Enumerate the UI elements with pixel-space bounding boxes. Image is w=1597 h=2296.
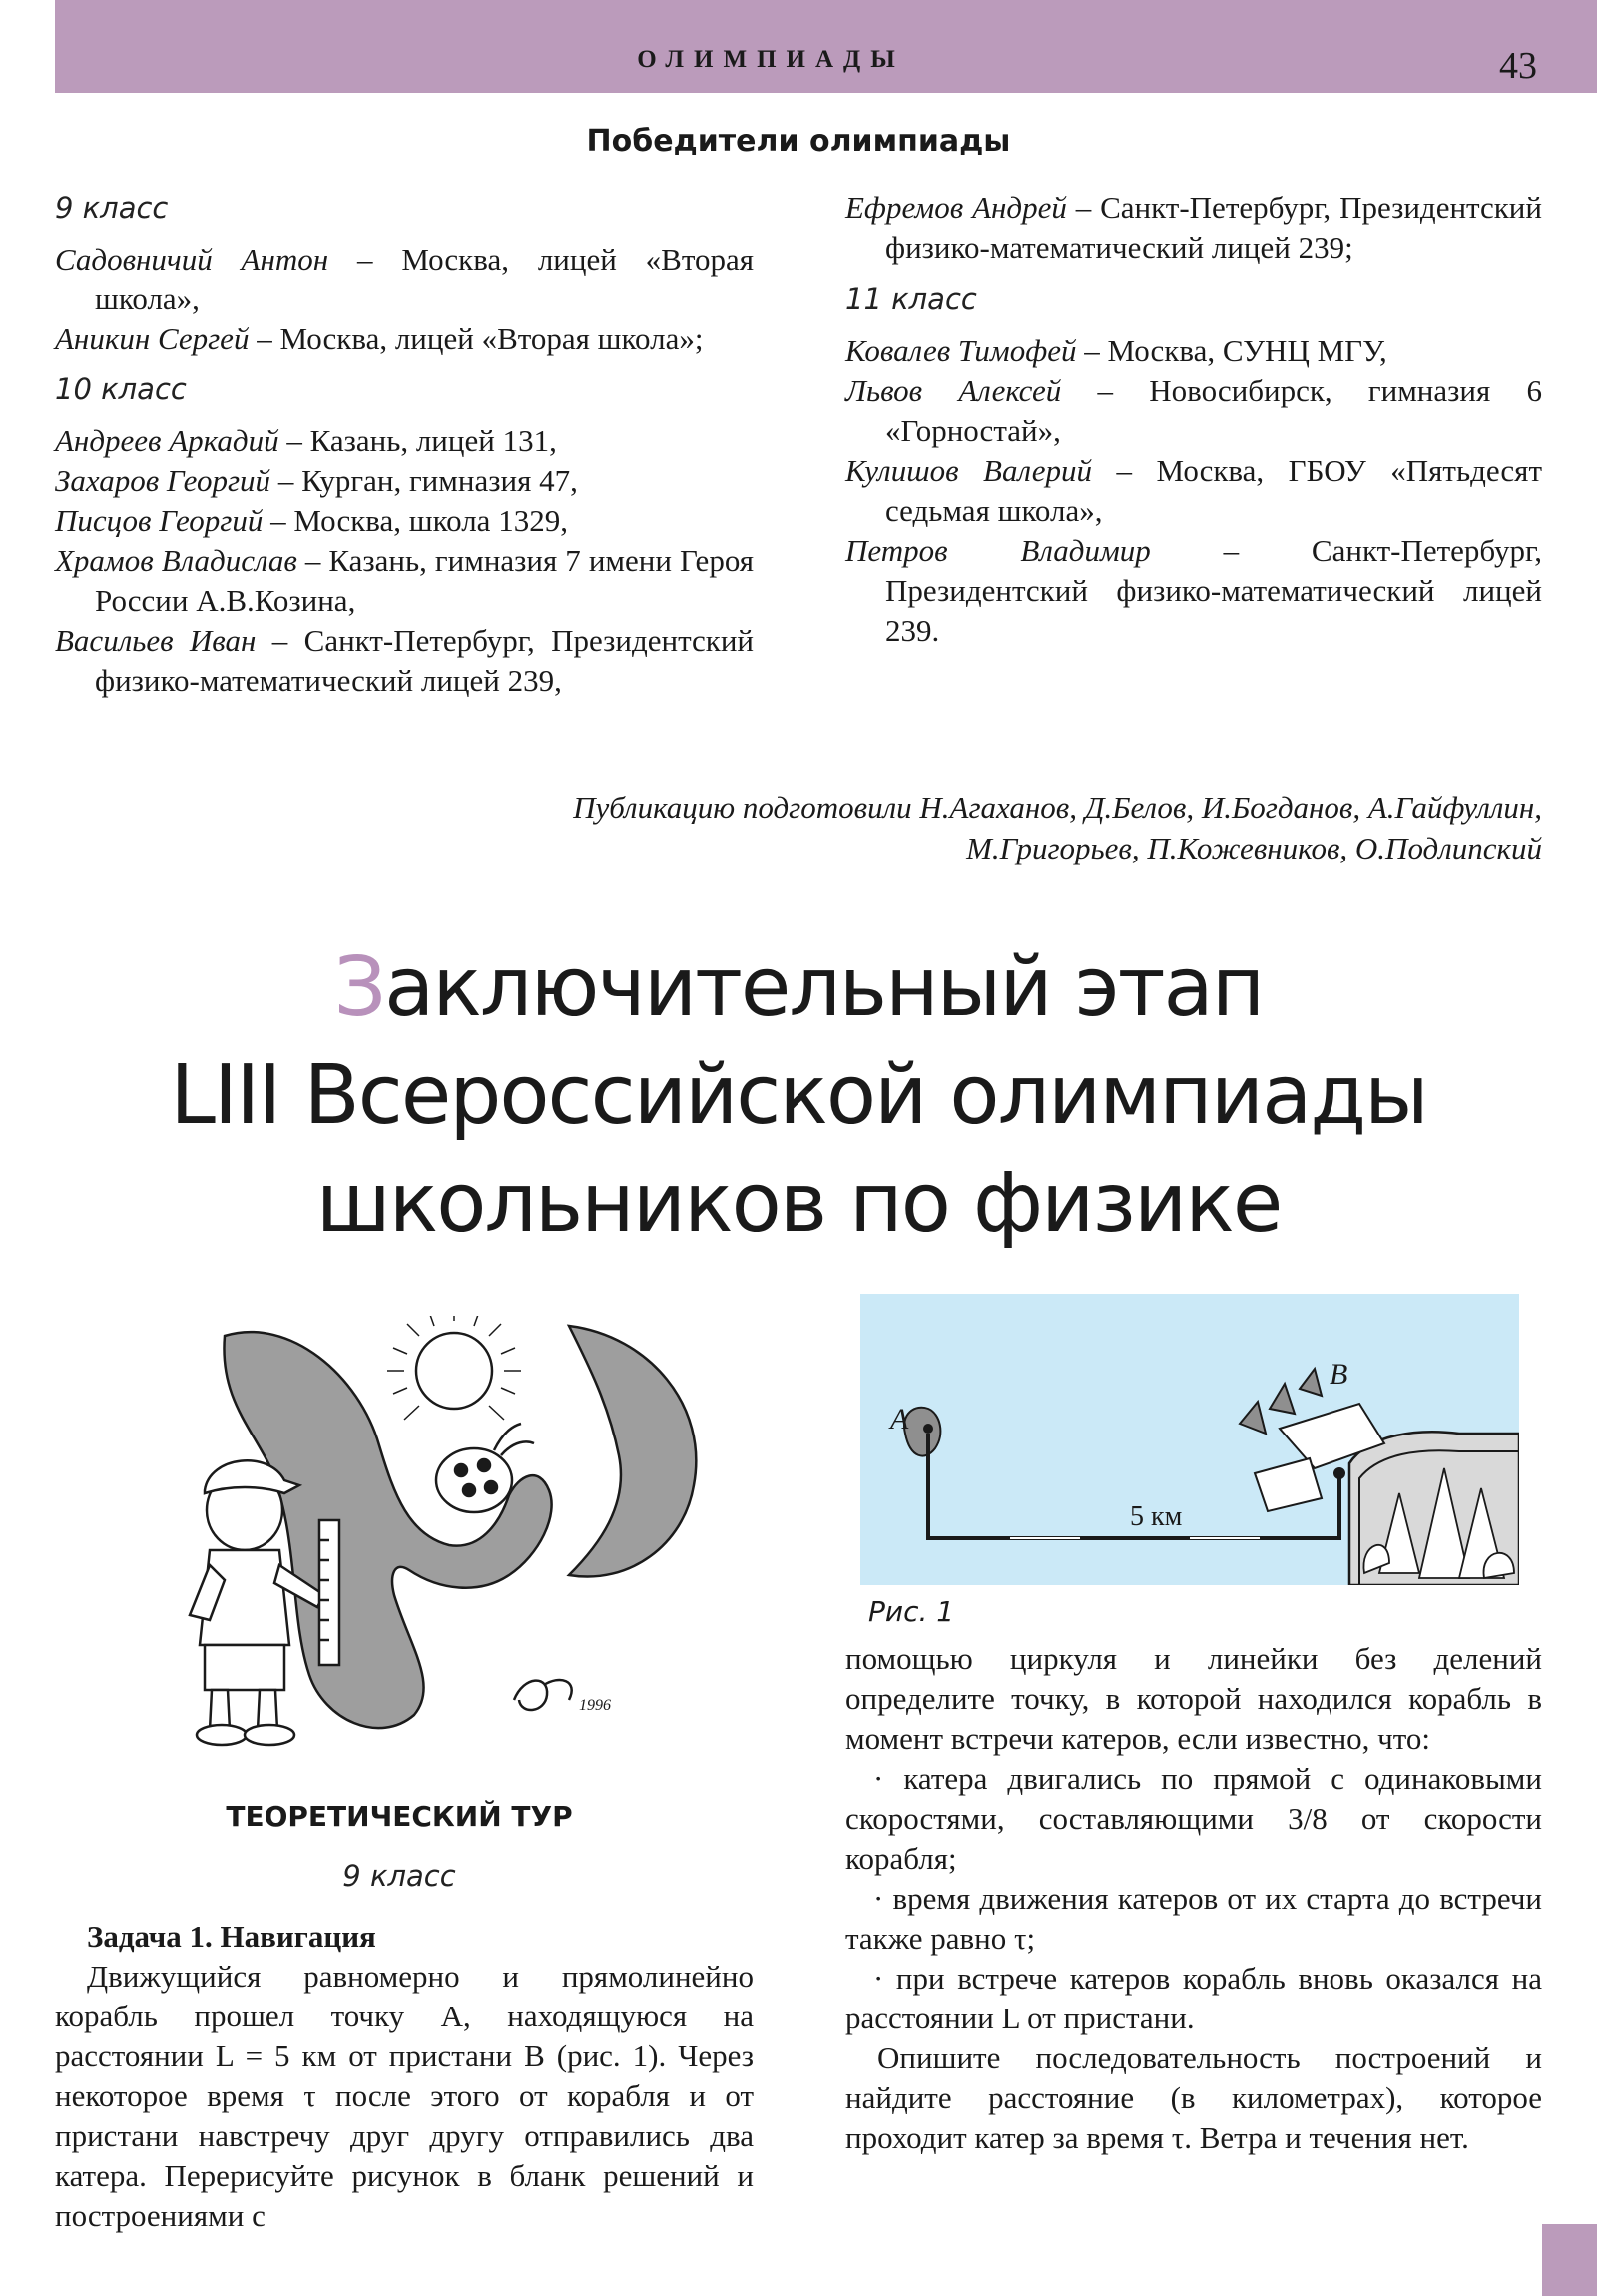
credits-line-1: Публикацию подготовили Н.Агаханов, Д.Белов, И.Богданов, А.Гайфуллин, <box>573 790 1542 825</box>
winner-name: Кулишов Валерий <box>845 453 1093 488</box>
winner-name: Львов Алексей <box>845 373 1062 408</box>
title-line-2: LIII Всероссийской олимпиады <box>170 1048 1427 1143</box>
label-a: A <box>890 1403 909 1435</box>
winners-title: Победители олимпиады <box>586 124 1011 159</box>
task-1-paragraph-3: Опишите последовательность построений и найдите расстояние (в километрах), которое проходит катер за время τ. Ветра и течения нет. <box>845 2040 1542 2155</box>
ruler-icon <box>319 1520 339 1665</box>
grade-9-label: 9 класс <box>55 191 169 225</box>
olympiad-illustration <box>150 1316 779 1755</box>
winner-name: Петров Владимир <box>845 533 1151 568</box>
grade-11-label: 11 класс <box>845 283 977 316</box>
label-b: B <box>1330 1358 1348 1391</box>
winner-name: Аникин Сергей <box>55 321 250 356</box>
winner-entry: Андреев Аркадий – Казань, лицей 131, <box>55 423 557 458</box>
winner-entry: Кулишов Валерий – Москва, ГБОУ «Пятьдесят седьмая школа», <box>845 453 1542 528</box>
winner-name: Андреев Аркадий <box>55 423 279 458</box>
winner-name: Васильев Иван <box>55 623 257 658</box>
island-a <box>904 1408 940 1456</box>
winner-name: Садовничий Антон <box>55 242 329 277</box>
winner-entry: Писцов Георгий – Москва, школа 1329, <box>55 503 568 538</box>
task-1-right <box>845 1639 1542 2158</box>
winner-entry: Захаров Георгий – Курган, гимназия 47, <box>55 463 578 498</box>
winner-name: Ефремов Андрей <box>845 190 1067 225</box>
task-1-bullet-3: · при встрече катеров корабль вновь оказался на расстоянии L от пристани. <box>845 1961 1542 2035</box>
task-1-bullet-2: · время движения катеров от их старта до встречи также равно τ; <box>845 1881 1542 1956</box>
winner-entry: Садовничий Антон – Москва, лицей «Вторая школа», <box>55 242 754 316</box>
theory-title: ТЕОРЕТИЧЕСКИЙ ТУР <box>226 1800 573 1833</box>
task-1-left <box>55 1917 754 2236</box>
winners-left-column <box>55 188 754 701</box>
credits <box>573 787 1542 868</box>
task-1-paragraph-1: Движущийся равномерно и прямолинейно корабль прошел точку A, находящуюся на расстоянии L = 5 км от пристани B (рис. 1). Через некоторое время τ после этого от корабля и от пристани навстречу друг другу отправились два катера. Перерисуйте рисунок в бланк решений и построениями с <box>55 1959 754 2233</box>
grade-10-label: 10 класс <box>55 372 187 406</box>
winners-right-column <box>845 188 1542 651</box>
task-1-paragraph-2: помощью циркуля и линейки без делений определите точку, в которой находился корабль в момент встречи катеров, если известно, что: <box>845 1641 1542 1756</box>
winner-name: Ковалев Тимофей <box>845 333 1077 368</box>
task-1-bullet-1: · катера двигались по прямой с одинаковыми скоростями, составляющими 3/8 от скорости корабля; <box>845 1761 1542 1876</box>
article-title: Заключительный этап LIII Всероссийской олимпиады школьников по физике <box>0 934 1597 1258</box>
credits-line-2: М.Григорьев, П.Кожевников, О.Подлипский <box>966 831 1542 865</box>
winner-entry: Ковалев Тимофей – Москва, СУНЦ МГУ, <box>845 333 1387 368</box>
winner-entry: Храмов Владислав – Казань, гимназия 7 имени Героя России А.В.Козина, <box>55 543 754 618</box>
figure-1 <box>860 1294 1519 1585</box>
signature <box>514 1680 572 1710</box>
running-head: ОЛИМПИАДЫ <box>637 46 905 73</box>
winner-name: Храмов Владислав <box>55 543 297 578</box>
distance-label: 5 км <box>1130 1501 1183 1532</box>
sun-icon <box>387 1316 521 1420</box>
winner-name: Писцов Георгий <box>55 503 264 538</box>
title-line-3: школьников по физике <box>315 1156 1282 1251</box>
shore-forest <box>1349 1432 1519 1585</box>
winner-entry: Петров Владимир – Санкт-Петербург, Президентский физико-математический лицей 239. <box>845 533 1542 648</box>
winner-entry: Ефремов Андрей – Санкт-Петербург, Президентский физико-математический лицей 239; <box>845 190 1542 265</box>
winner-entry: Васильев Иван – Санкт-Петербург, Президентский физико-математический лицей 239, <box>55 623 754 698</box>
task-1-title: Задача 1. Навигация <box>87 1919 376 1954</box>
signature-year: 1996 <box>579 1697 611 1714</box>
winner-entry: Аникин Сергей – Москва, лицей «Вторая школа»; <box>55 321 704 356</box>
figure-caption: Рис. 1 <box>868 1595 955 1628</box>
corner-tab <box>1542 2224 1597 2296</box>
winner-entry: Львов Алексей – Новосибирск, гимназия 6 «Горностай», <box>845 373 1543 448</box>
task-grade-label: 9 класс <box>342 1859 456 1893</box>
winner-name: Захаров Георгий <box>55 463 271 498</box>
page-number: 43 <box>1499 45 1537 87</box>
title-first-letter: З <box>333 940 385 1035</box>
